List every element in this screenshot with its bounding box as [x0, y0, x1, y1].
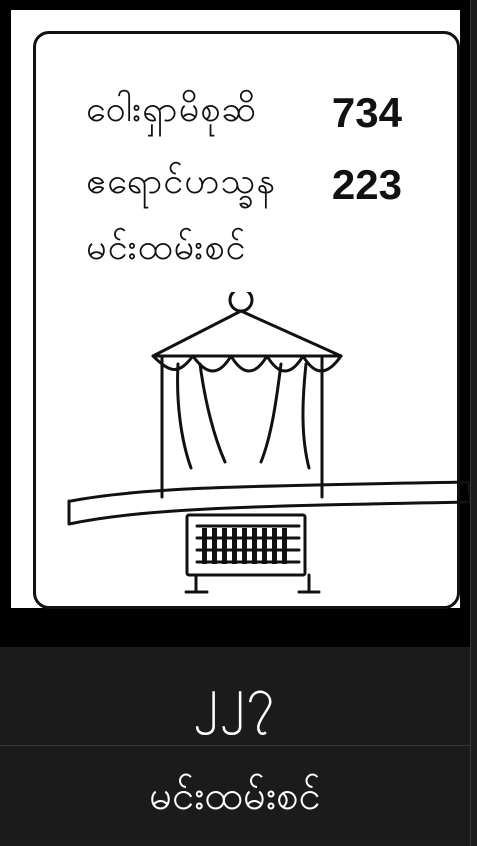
card-frame — [33, 31, 460, 609]
name-bar — [0, 746, 470, 846]
card-line-3: မင်းထမ်းစင် — [86, 227, 247, 268]
number-bar — [0, 647, 470, 746]
footer-panel — [0, 647, 470, 846]
card-number-1: 734 — [331, 89, 402, 136]
footer-number: ၂၂၇ — [193, 667, 277, 725]
card-line-2: ဧရောင်ဟသ္ခန — [86, 161, 276, 202]
card-number-2: 223 — [331, 161, 402, 208]
right-edge-border — [470, 0, 477, 846]
footer-name: မင်းထမ်းစင် — [149, 773, 321, 819]
card-line-1: ဝေါးရှာမိစုဆိ — [86, 89, 258, 130]
card-sheet — [11, 10, 460, 608]
palanquin-illustration — [61, 292, 477, 607]
